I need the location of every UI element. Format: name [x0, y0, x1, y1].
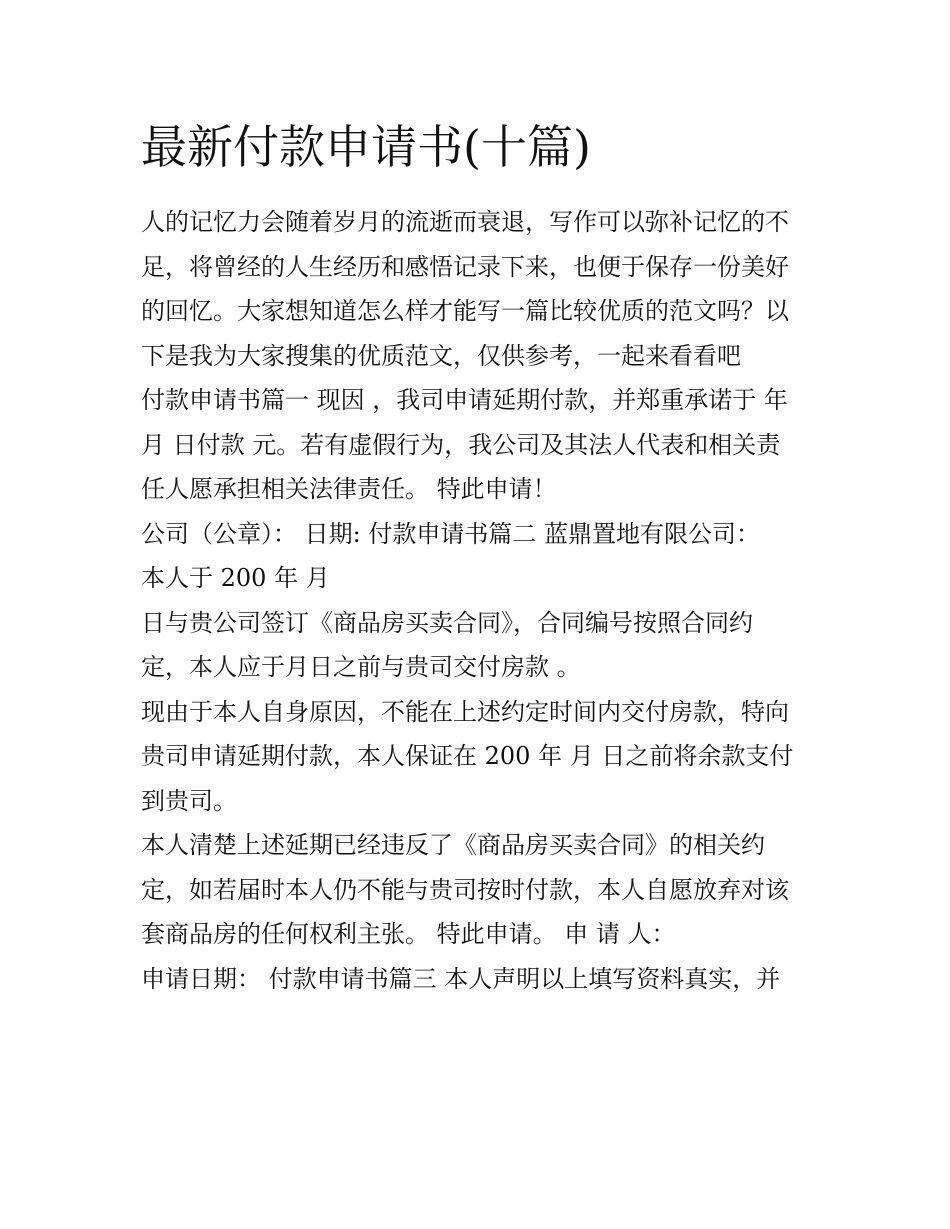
paragraph-signature-article-two	[141, 512, 821, 557]
text-line: 足，将曾经的人生经历和感悟记录下来，也便于保存一份美好	[141, 252, 789, 281]
text-line: 定，如若届时本人仍不能与贵司按时付款，本人自愿放弃对该	[141, 875, 789, 904]
paragraph-acknowledgement	[141, 823, 821, 957]
text-line: 公司（公章）： 日期: 付款申请书篇二 蓝鼎置地有限公司：	[141, 519, 760, 548]
text-line: 下是我为大家搜集的优质范文，仅供参考，一起来看看吧	[141, 341, 741, 370]
text-line: 日与贵公司签订《商品房买卖合同》，合同编号按照合同约	[141, 608, 753, 637]
text-line: 任人愿承担相关法律责任。 特此申请！	[141, 475, 557, 503]
text-line: 本人清楚上述延期已经违反了《商品房买卖合同》的相关约	[141, 831, 765, 859]
text-line: 申请日期： 付款申请书篇三 本人声明以上填写资料真实，并	[141, 964, 781, 993]
text-line: 套商品房的任何权利主张。 特此申请。 申 请 人：	[141, 920, 676, 948]
text-line: 到贵司。	[141, 786, 237, 815]
text-line: 定，本人应于月日之前与贵司交付房款 。	[141, 653, 581, 681]
text-line: 付款申请书篇一 现因 ，我司申请延期付款，并郑重承诺于 年	[141, 386, 788, 414]
document-page	[141, 112, 821, 1001]
text-line: 贵司申请延期付款，本人保证在 200 年 月 日之前将余款支付	[141, 742, 794, 770]
paragraph-reason	[141, 690, 821, 824]
text-line: 本人于 200 年 月	[141, 564, 330, 592]
text-line: 现由于本人自身原因，不能在上述约定时间内交付房款，特向	[141, 697, 789, 726]
paragraph-contract	[141, 601, 821, 690]
paragraph-date-signed	[141, 556, 821, 601]
text-line: 的回忆。大家想知道怎么样才能写一篇比较优质的范文吗？以	[141, 297, 789, 325]
text-line: 月 日付款 元。若有虚假行为，我公司及其法人代表和相关责	[141, 430, 781, 459]
paragraph-article-one	[141, 378, 821, 512]
paragraph-article-three	[141, 957, 821, 1002]
text-line: 人的记忆力会随着岁月的流逝而衰退，写作可以弥补记忆的不	[141, 208, 789, 236]
document-title: 最新付款申请书(十篇)	[141, 120, 591, 174]
paragraph-intro	[141, 200, 821, 378]
